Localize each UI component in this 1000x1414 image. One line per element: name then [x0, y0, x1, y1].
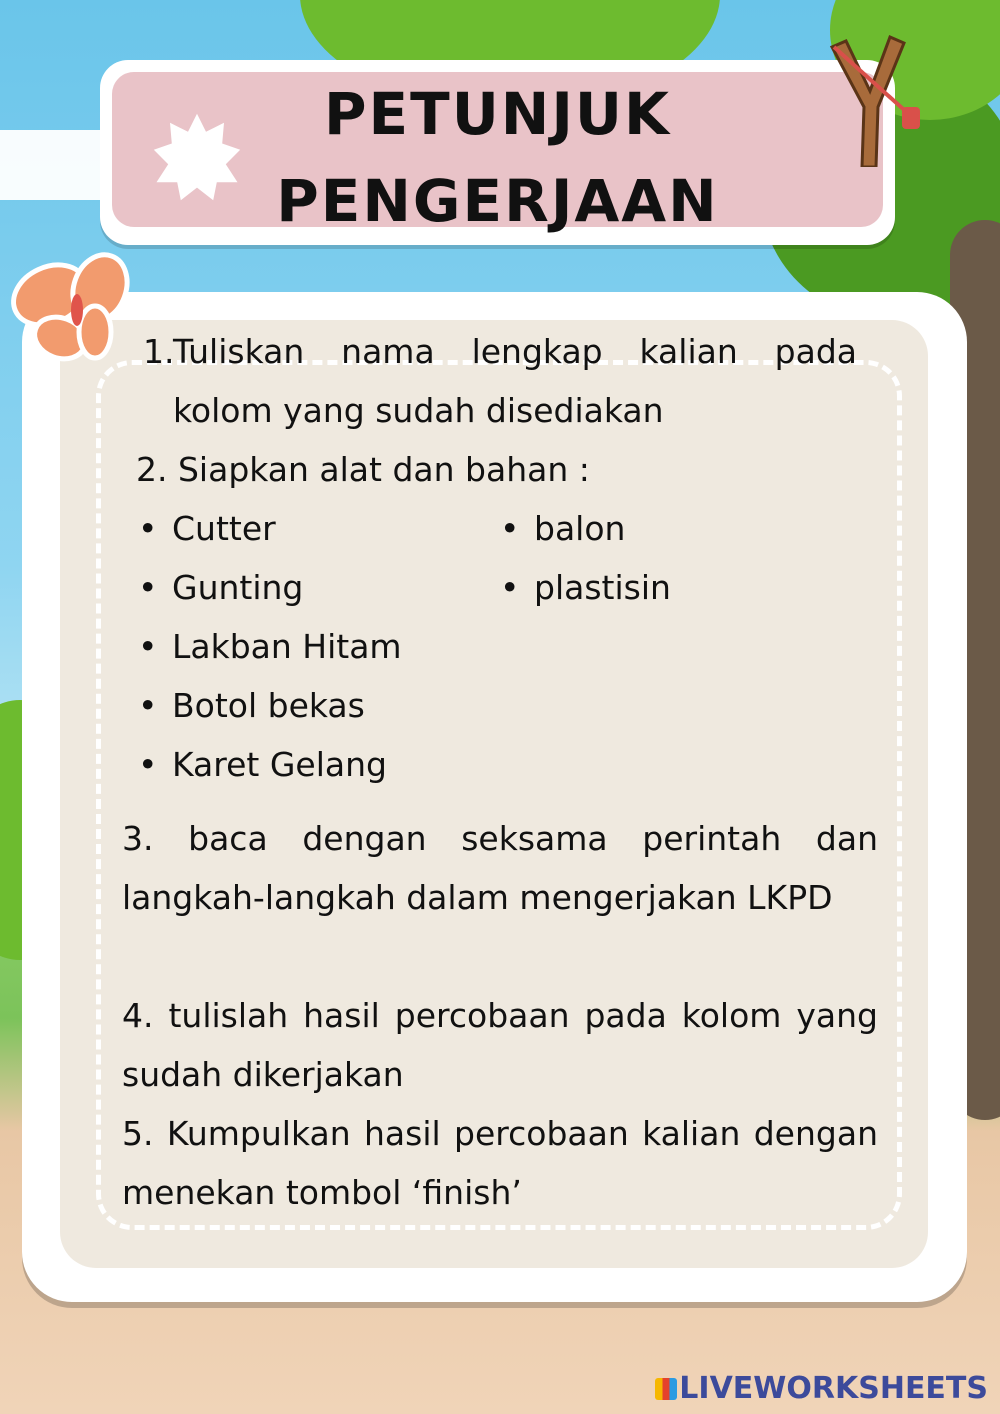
title-panel: [112, 72, 883, 235]
step-4: 4. tulislah hasil percobaan pada kolom yang sudah dikerjakan: [122, 996, 878, 1094]
page-title-line1: PETUNJUK: [324, 80, 671, 148]
step-1-line2: kolom yang sudah disediakan: [173, 391, 664, 430]
step-5: 5. Kumpulkan hasil percobaan kalian dengan menekan tombol ‘finish’: [122, 1114, 878, 1212]
page-title-line2: PENGERJAAN: [276, 167, 719, 235]
instruction-card: [22, 292, 967, 1302]
step-2: 2. Siapkan alat dan bahan :: [136, 450, 590, 489]
tool-item: • Karet Gelang: [138, 735, 387, 794]
tool-item: • Cutter: [138, 499, 276, 558]
slingshot-icon: [812, 27, 922, 167]
butterfly-icon: [5, 250, 135, 370]
tool-item: • Gunting: [138, 558, 303, 617]
tool-item: • Botol bekas: [138, 676, 365, 735]
step-1-number: 1.: [143, 332, 175, 371]
step-3: 3. baca dengan seksama perintah dan langkah-langkah dalam mengerjakan LKPD: [122, 819, 878, 917]
instruction-panel: [60, 320, 928, 1268]
logo-icon: [655, 1378, 677, 1400]
liveworksheets-logo: LIVEWORKSHEETS: [655, 1371, 988, 1406]
material-item: • plastisin: [500, 558, 671, 617]
material-item: • balon: [500, 499, 625, 558]
step-1-line1: Tuliskan nama lengkap kalian pada: [173, 332, 857, 371]
title-box: [100, 60, 895, 245]
tool-item: • Lakban Hitam: [138, 617, 402, 676]
